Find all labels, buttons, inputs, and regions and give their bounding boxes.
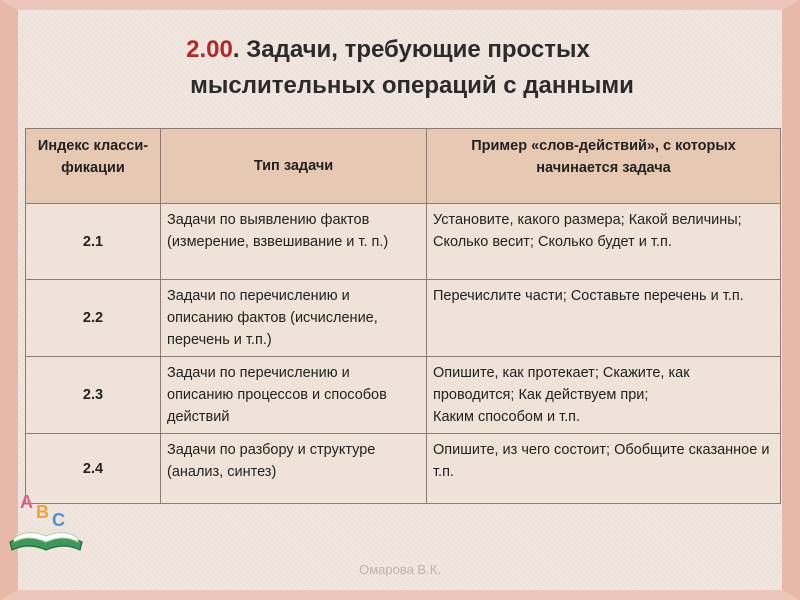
row-type: Задачи по выявлению фактов (измерение, взвешивание и т. п.) (161, 204, 427, 280)
slide-title (0, 32, 800, 104)
header-type: Тип задачи (161, 129, 427, 204)
row-type: Задачи по разбору и структуре (анализ, синтез) (161, 434, 427, 504)
abc-book-icon-svg (6, 488, 86, 558)
row-example: Установите, какого размера; Какой величины; Сколько весит; Сколько будет и т.п. (427, 204, 781, 280)
row-example: Перечислите части; Составьте перечень и т.п. (427, 280, 781, 357)
logo-letter: A (20, 492, 33, 512)
table-row (26, 357, 781, 434)
table-row (26, 434, 781, 504)
abc-book-icon (6, 488, 86, 558)
header-example: Пример «слов-действий», с которых начинается задача (427, 129, 781, 204)
example-line: Опишите, как протекает; Скажите, как проводится; Как действуем при; (433, 365, 690, 403)
classification-table (25, 128, 781, 504)
logo-letter: B (36, 502, 49, 522)
row-example: Опишите, из чего состоит; Обобщите сказанное и т.п. (427, 434, 781, 504)
logo-letter: C (52, 510, 65, 530)
title-number: 2.00 (186, 36, 233, 63)
row-index: 2.1 (26, 204, 161, 280)
table-row (26, 204, 781, 280)
table-row (26, 280, 781, 357)
title-line-2: мыслительных операций с данными (190, 72, 634, 99)
header-index: Индекс класси-фикации (26, 129, 161, 204)
row-index: 2.4 (26, 434, 161, 504)
row-index: 2.2 (26, 280, 161, 357)
row-example (427, 357, 781, 434)
row-type: Задачи по перечислению и описанию фактов (исчисление, перечень и т.п.) (161, 280, 427, 357)
table-header-row (26, 129, 781, 204)
title-text-1: . Задачи, требующие простых (232, 36, 590, 63)
author-footer: Омарова В.К. (359, 562, 441, 577)
example-line: Каким способом и т.п. (433, 409, 581, 425)
row-type: Задачи по перечислению и описанию процессов и способов действий (161, 357, 427, 434)
row-index: 2.3 (26, 357, 161, 434)
title-line-1 (0, 32, 800, 68)
